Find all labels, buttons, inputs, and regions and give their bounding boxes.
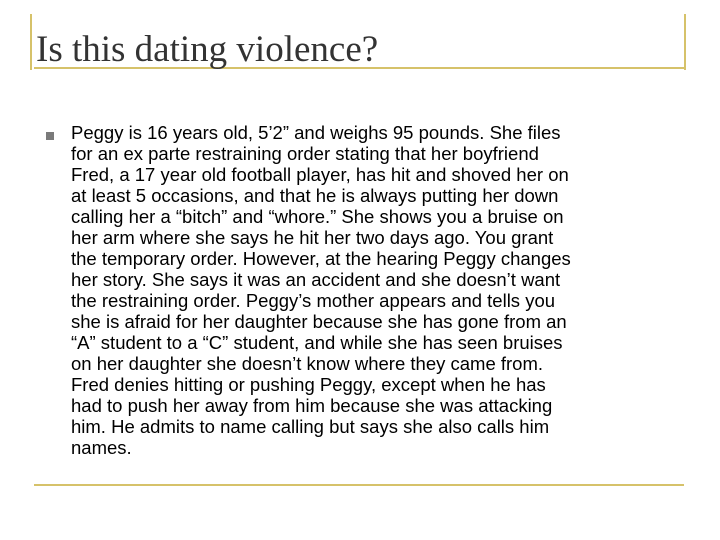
title-right-rule [684, 14, 686, 70]
body-line: the temporary order. However, at the hearing Peggy changes [71, 248, 571, 269]
body-line: names. [71, 437, 132, 458]
case-description [71, 122, 683, 458]
body-line: Peggy is 16 years old, 5’2” and weighs 95 pounds. She files [71, 122, 561, 143]
slide-title: Is this dating violence? [36, 29, 379, 70]
square-bullet-icon [46, 132, 54, 140]
body-line: had to push her away from him because she was attacking [71, 395, 553, 416]
body-line: she is afraid for her daughter because she has gone from an [71, 311, 567, 332]
body-line: “A” student to a “C” student, and while she has seen bruises [71, 332, 563, 353]
body-line: at least 5 occasions, and that he is always putting her down [71, 185, 559, 206]
body-line: Fred denies hitting or pushing Peggy, except when he has [71, 374, 546, 395]
title-left-rule [30, 14, 32, 70]
body-line: her arm where she says he hit her two days ago. You grant [71, 227, 554, 248]
body-line: Fred, a 17 year old football player, has hit and shoved her on [71, 164, 569, 185]
body-line: for an ex parte restraining order stating that her boyfriend [71, 143, 539, 164]
body-line: him. He admits to name calling but says she also calls him [71, 416, 550, 437]
body-line: the restraining order. Peggy’s mother appears and tells you [71, 290, 556, 311]
body-line: her story. She says it was an accident and she doesn’t want [71, 269, 561, 290]
body-line: calling her a “bitch” and “whore.” She shows you a bruise on [71, 206, 564, 227]
body-line: on her daughter she doesn’t know where they came from. [71, 353, 544, 374]
bottom-rule [34, 484, 684, 486]
